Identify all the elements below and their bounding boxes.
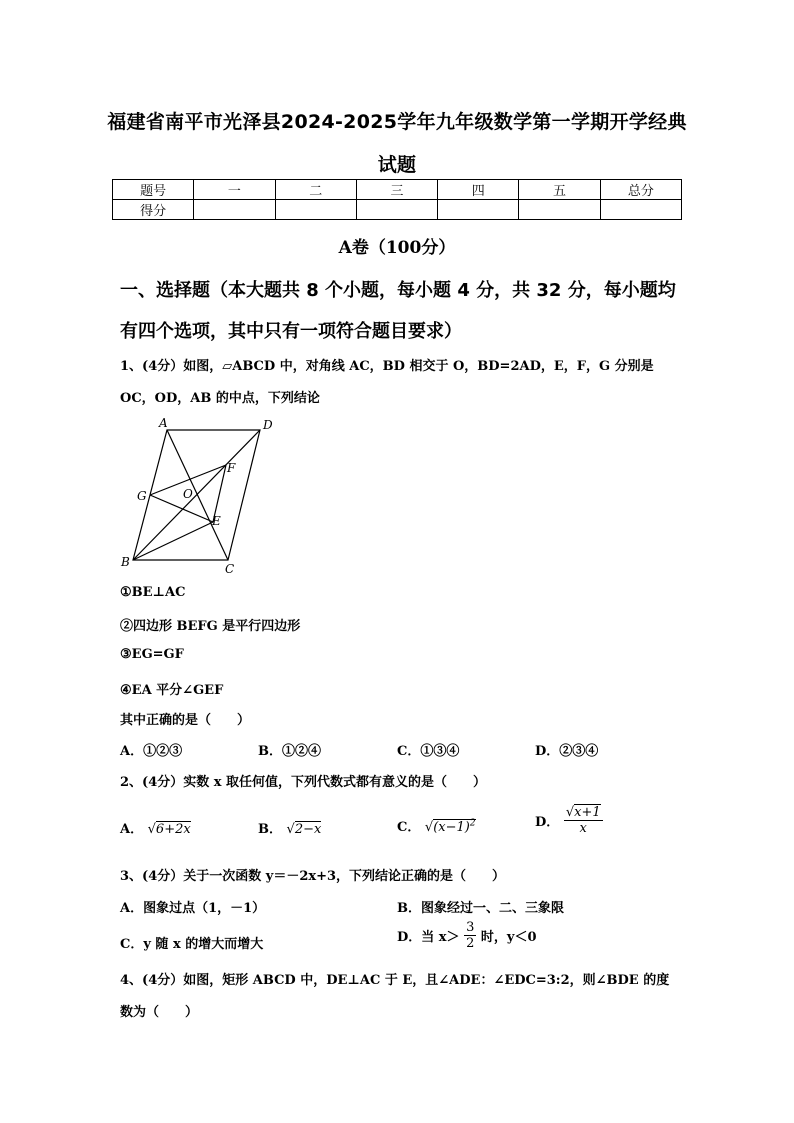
- q2-option-b[interactable]: [258, 818, 321, 837]
- q2-option-d-numerator: x+1: [574, 805, 601, 820]
- part1-heading: 一、选择题（本大题共 8 个小题，每小题 4 分，共 32 分，每小题均: [120, 280, 676, 301]
- score-input-cell[interactable]: [356, 200, 437, 220]
- score-input-cell[interactable]: [600, 200, 681, 220]
- label-a: A: [159, 416, 168, 430]
- label-d: D: [263, 418, 273, 432]
- q3-stem: 3、(4分）关于一次函数 y＝－2x+3，下列结论正确的是（ ）: [120, 869, 506, 884]
- label-o: O: [183, 487, 193, 501]
- table-row: [113, 180, 682, 200]
- table-cell: 五: [519, 180, 600, 200]
- segment-be: [133, 522, 213, 560]
- score-input-cell[interactable]: [519, 200, 600, 220]
- sqrt-icon: √: [565, 805, 575, 820]
- q1-prompt: 其中正确的是（ ）: [120, 713, 251, 728]
- part1-heading-cont: 有四个选项，其中只有一项符合题目要求）: [120, 321, 462, 342]
- option-letter: B．: [258, 822, 282, 837]
- q3-option-d[interactable]: [397, 920, 537, 951]
- q1-option-b[interactable]: B．①②④: [258, 744, 321, 759]
- q2-option-c-exponent: 2: [469, 818, 476, 829]
- table-cell: 得分: [113, 200, 194, 220]
- q1-option-d[interactable]: D．②③④: [535, 744, 599, 759]
- score-table: [112, 179, 682, 220]
- q2-option-c-radicand: (x−1): [433, 820, 470, 835]
- q3-option-c[interactable]: C．y 随 x 的增大而增大: [120, 937, 264, 952]
- q1-option-c[interactable]: C．①③④: [397, 744, 460, 759]
- q4-stem-cont: 数为（ ）: [120, 1005, 199, 1020]
- q1-statement: ④EA 平分∠GEF: [120, 683, 224, 698]
- table-cell: 总分: [600, 180, 681, 200]
- page-title: 福建省南平市光泽县2024-2025学年九年级数学第一学期开学经典: [107, 111, 687, 133]
- table-row: [113, 200, 682, 220]
- table-cell: 题号: [113, 180, 194, 200]
- score-input-cell[interactable]: [438, 200, 519, 220]
- q1-statement: ①BE⊥AC: [120, 585, 186, 600]
- q3-option-a[interactable]: A．图象过点（1，－1）: [120, 901, 266, 916]
- option-letter: A．: [120, 822, 144, 837]
- q1-stem: 1、(4分）如图，▱ABCD 中，对角线 AC，BD 相交于 O，BD=2AD，E，F，G 分别是: [120, 359, 654, 374]
- sqrt-icon: √: [424, 820, 434, 835]
- q3-option-d-prefix: D．当 x＞: [397, 930, 460, 945]
- table-cell: 二: [275, 180, 356, 200]
- q2-option-d[interactable]: [535, 805, 603, 836]
- sqrt-icon: √: [147, 822, 156, 837]
- q3-option-d-suffix: 时，y＜0: [480, 930, 537, 945]
- option-letter: D．: [535, 815, 560, 830]
- q3-option-d-denominator: 2: [466, 936, 475, 951]
- score-input-cell[interactable]: [275, 200, 356, 220]
- label-f: F: [227, 461, 236, 475]
- page-title-cont: 试题: [377, 154, 417, 176]
- q2-option-a[interactable]: [120, 818, 191, 837]
- q1-statement: ②四边形 BEFG 是平行四边形: [120, 619, 301, 634]
- q2-stem: 2、(4分）实数 x 取任何值，下列代数式都有意义的是（ ）: [120, 775, 487, 790]
- sqrt-icon: √: [286, 822, 295, 837]
- score-input-cell[interactable]: [194, 200, 275, 220]
- q1-stem-cont: OC，OD，AB 的中点，下列结论: [120, 391, 320, 406]
- q2-option-d-denominator: x: [579, 821, 587, 836]
- label-c: C: [225, 562, 235, 576]
- q2-option-c[interactable]: [397, 816, 476, 835]
- q1-parallelogram-figure: [115, 412, 285, 577]
- q4-stem: 4、(4分）如图，矩形 ABCD 中，DE⊥AC 于 E，且∠ADE：∠EDC=3:2，则∠BDE 的度: [120, 973, 670, 988]
- option-letter: C．: [397, 820, 421, 835]
- q1-statement: ③EG=GF: [120, 647, 184, 662]
- q3-option-b[interactable]: B．图象经过一、二、三象限: [397, 901, 564, 916]
- table-cell: 一: [194, 180, 275, 200]
- q3-option-d-numerator: 3: [466, 920, 475, 935]
- q1-option-a[interactable]: A．①②③: [120, 744, 183, 759]
- table-cell: 三: [356, 180, 437, 200]
- q2-option-a-radicand: 6+2x: [155, 822, 191, 837]
- q2-option-b-radicand: 2−x: [294, 822, 322, 837]
- table-cell: 四: [438, 180, 519, 200]
- label-g: G: [137, 489, 147, 503]
- label-e: E: [212, 514, 221, 528]
- diagonal-bd: [133, 430, 260, 560]
- label-b: B: [121, 555, 130, 569]
- section-a-heading: A卷（100分）: [338, 238, 456, 258]
